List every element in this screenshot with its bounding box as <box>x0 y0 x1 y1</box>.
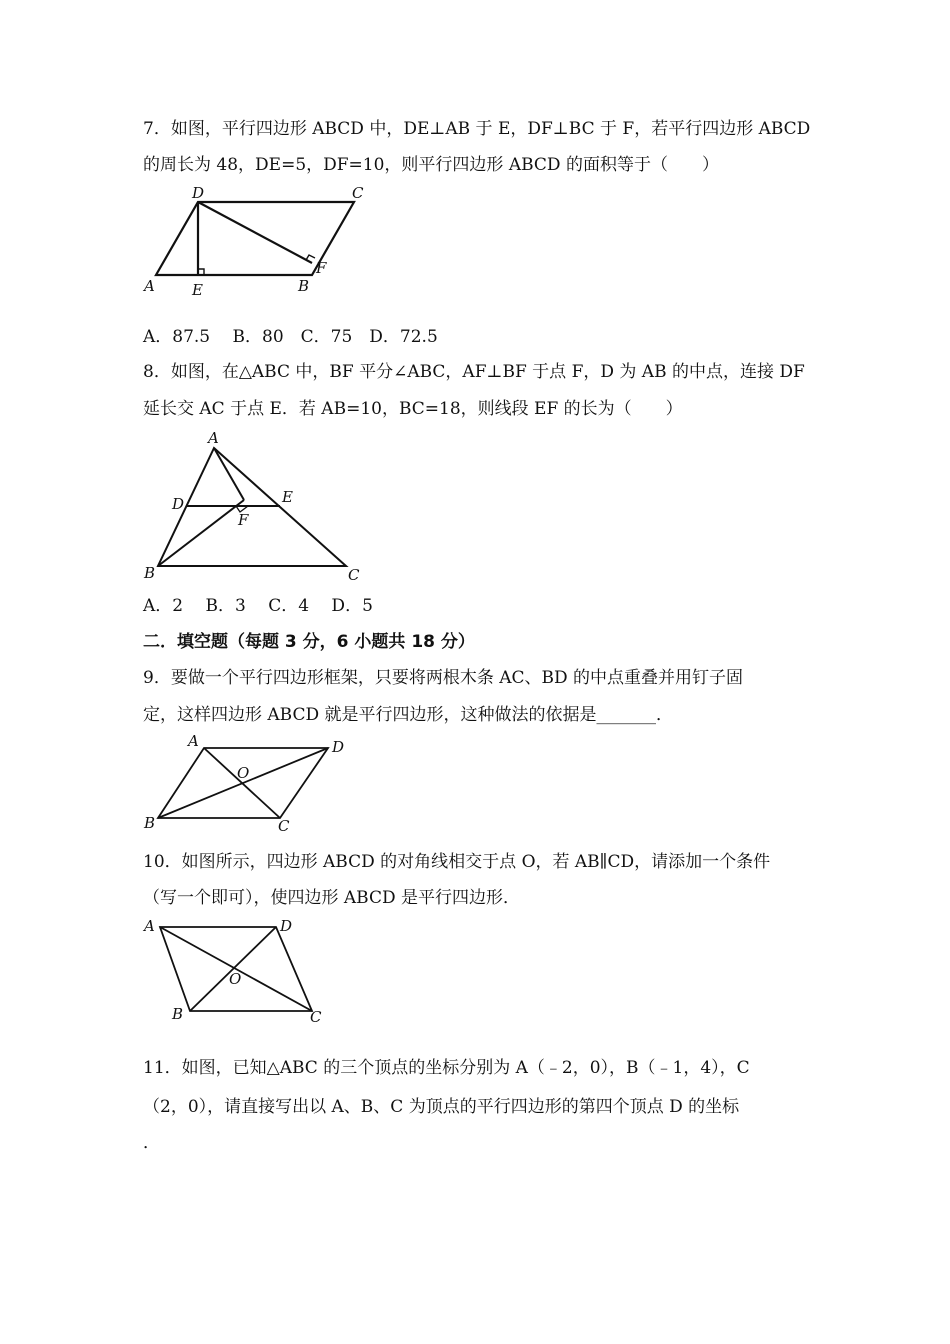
label-b: B <box>144 564 156 582</box>
right-angle-f <box>306 255 315 260</box>
label-f: F <box>238 511 249 529</box>
segment-df <box>198 202 312 263</box>
label-e: E <box>282 488 293 506</box>
label-b: B <box>172 1005 184 1023</box>
q8-text-line1: 8．如图，在△ABC 中，BF 平分∠ABC，AF⊥BF 于点 F，D 为 AB 的中点，连接 DF <box>143 362 805 382</box>
q8-triangle-figure <box>140 428 380 588</box>
label-o: O <box>237 764 250 782</box>
label-f: F <box>316 259 327 277</box>
q8-options: A．2 B．3 C．4 D．5 <box>143 596 373 616</box>
q7-text-line2: 的周长为 48，DE=5，DF=10，则平行四边形 ABCD 的面积等于（ ） <box>143 155 719 175</box>
section-heading: 二．填空题（每题 3 分，6 小题共 18 分） <box>143 632 475 652</box>
q7-parallelogram-figure <box>140 185 380 300</box>
q9-parallelogram-figure <box>140 730 360 835</box>
q10-text-line2: （写一个即可），使四边形 ABCD 是平行四边形． <box>143 888 521 908</box>
label-a: A <box>144 917 155 935</box>
segment-bf <box>158 500 244 566</box>
q9-text-line2: 定，这样四边形 ABCD 就是平行四边形，这种做法的依据是_______． <box>143 705 674 725</box>
label-o: O <box>229 970 242 988</box>
label-c: C <box>310 1008 322 1026</box>
label-a: A <box>188 732 199 750</box>
label-e: E <box>192 281 203 299</box>
segment-af <box>214 448 244 500</box>
q8-text-line2: 延长交 AC 于点 E．若 AB=10，BC=18，则线段 EF 的长为（ ） <box>143 399 683 419</box>
diagonal-ac <box>160 927 312 1011</box>
label-b: B <box>144 814 156 832</box>
label-d: D <box>172 495 185 513</box>
q10-quadrilateral-figure <box>140 915 340 1030</box>
label-b: B <box>298 277 310 295</box>
q7-options: A．87.5 B．80 C．75 D．72.5 <box>143 327 438 347</box>
q9-text-line1: 9．要做一个平行四边形框架，只要将两根木条 AC、BD 的中点重叠并用钉子固 <box>143 668 744 688</box>
q7-text-line1: 7．如图，平行四边形 ABCD 中，DE⊥AB 于 E，DF⊥BC 于 F，若平行四边形 ABCD <box>143 119 811 139</box>
label-d: D <box>332 738 345 756</box>
diagonal-bd <box>190 927 276 1011</box>
label-c: C <box>352 184 364 202</box>
label-c: C <box>278 817 290 835</box>
label-a: A <box>208 429 219 447</box>
diagonal-bd <box>158 748 328 818</box>
q11-text-line3: ． <box>143 1133 160 1153</box>
label-d: D <box>280 917 293 935</box>
q11-text-line1: 11．如图，已知△ABC 的三个顶点的坐标分别为 A（﹣2，0），B（﹣1，4），C <box>143 1058 750 1078</box>
label-a: A <box>144 277 155 295</box>
label-d: D <box>192 184 205 202</box>
q11-text-line2: （2，0），请直接写出以 A、B、C 为顶点的平行四边形的第四个顶点 D 的坐标 <box>143 1097 740 1117</box>
label-c: C <box>348 566 360 584</box>
q10-text-line1: 10．如图所示，四边形 ABCD 的对角线相交于点 O，若 AB∥CD，请添加一个条件 <box>143 852 771 872</box>
